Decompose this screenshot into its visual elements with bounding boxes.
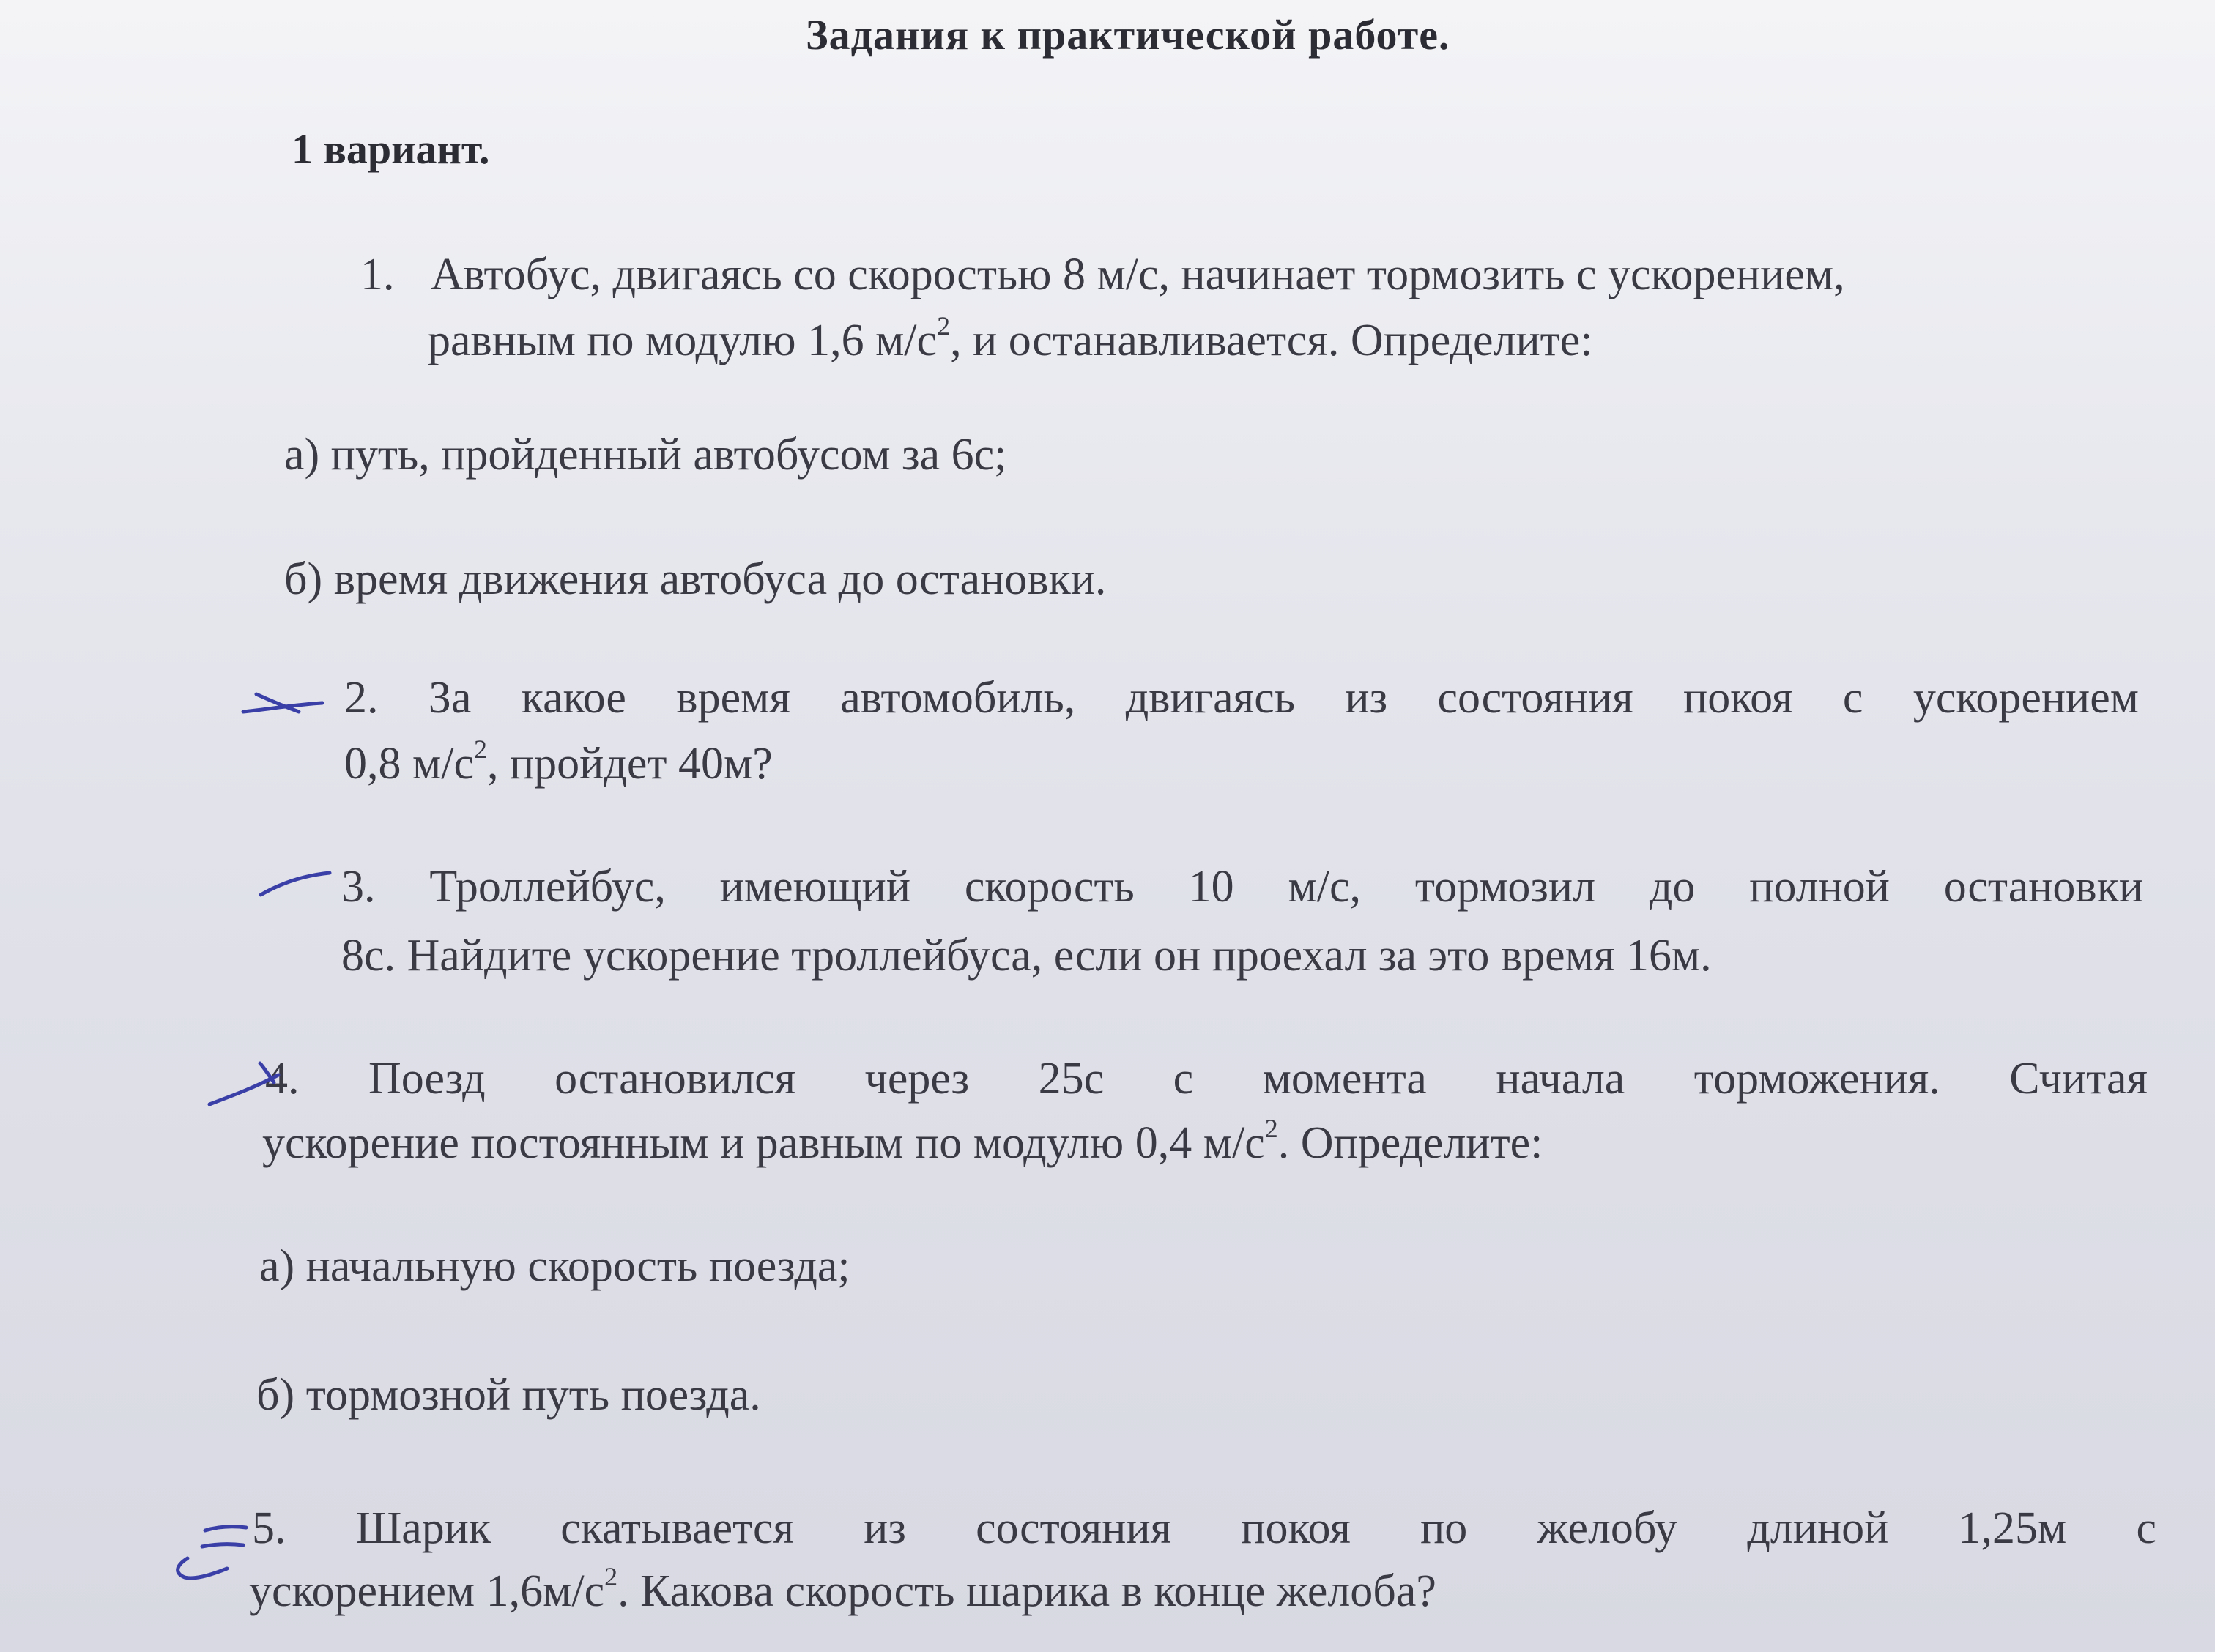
- variant-heading: 1 вариант.: [292, 125, 490, 173]
- problem-1-sub-b: б) время движения автобуса до остановки.: [284, 554, 1107, 604]
- problem-2-line2-sup: 2: [473, 734, 487, 764]
- problem-3-line2: 8с. Найдите ускорение троллейбуса, если он проехал за это время 16м.: [341, 931, 1712, 981]
- problem-5-check-mark: [178, 1527, 246, 1578]
- problem-1-line2-sup: 2: [937, 311, 951, 341]
- problem-4-line2: [262, 1114, 1543, 1169]
- problem-3-check-mark: [261, 873, 330, 895]
- problem-1-number: 1.: [360, 250, 395, 299]
- problem-5-line2-pre: ускорением 1,6м/с: [249, 1566, 605, 1616]
- problem-4-line2-post: . Определите:: [1277, 1118, 1543, 1168]
- problem-5-line1: 5. Шарик скатывается из состояния покоя по желобу длиной 1,25м с: [252, 1503, 2156, 1553]
- problem-5-line2-post: . Какова скорость шарика в конце желоба?: [617, 1566, 1436, 1616]
- problem-5-line2: [249, 1562, 1436, 1618]
- problem-3-line1: 3. Троллейбус, имеющий скорость 10 м/с, тормозил до полной остановки: [341, 862, 2143, 912]
- problem-4-line2-pre: ускорение постоянным и равным по модулю 0,4 м/с: [262, 1118, 1265, 1168]
- problem-4-sub-a: а) начальную скорость поезда;: [259, 1241, 850, 1291]
- problem-1-line1: Автобус, двигаясь со скоростью 8 м/с, начинает тормозить с ускорением,: [431, 250, 1845, 299]
- problem-2-line2-pre: 0,8 м/с: [344, 739, 474, 789]
- problem-4-line1: 4. Поезд остановился через 25с с момента начала торможения. Считая: [265, 1054, 2148, 1104]
- problem-2-line2: [344, 734, 773, 790]
- problem-1-line2: [428, 311, 1593, 367]
- problem-4-line2-sup: 2: [1264, 1114, 1278, 1144]
- problem-1-line2-pre: равным по модулю 1,6 м/с: [428, 316, 938, 365]
- problem-2-line1: 2. За какое время автомобиль, двигаясь из состояния покоя с ускорением: [344, 673, 2139, 723]
- problem-1-line2-post: , и останавливается. Определите:: [950, 316, 1593, 365]
- page-title: Задания к практической работе.: [806, 11, 1450, 59]
- problem-2-check-mark: [243, 694, 322, 712]
- problem-2-line2-post: , пройдет 40м?: [486, 739, 773, 789]
- problem-4-sub-b: б) тормозной путь поезда.: [256, 1370, 761, 1420]
- problem-5-line2-sup: 2: [604, 1562, 618, 1592]
- problem-1-sub-a: а) путь, пройденный автобусом за 6с;: [284, 430, 1007, 480]
